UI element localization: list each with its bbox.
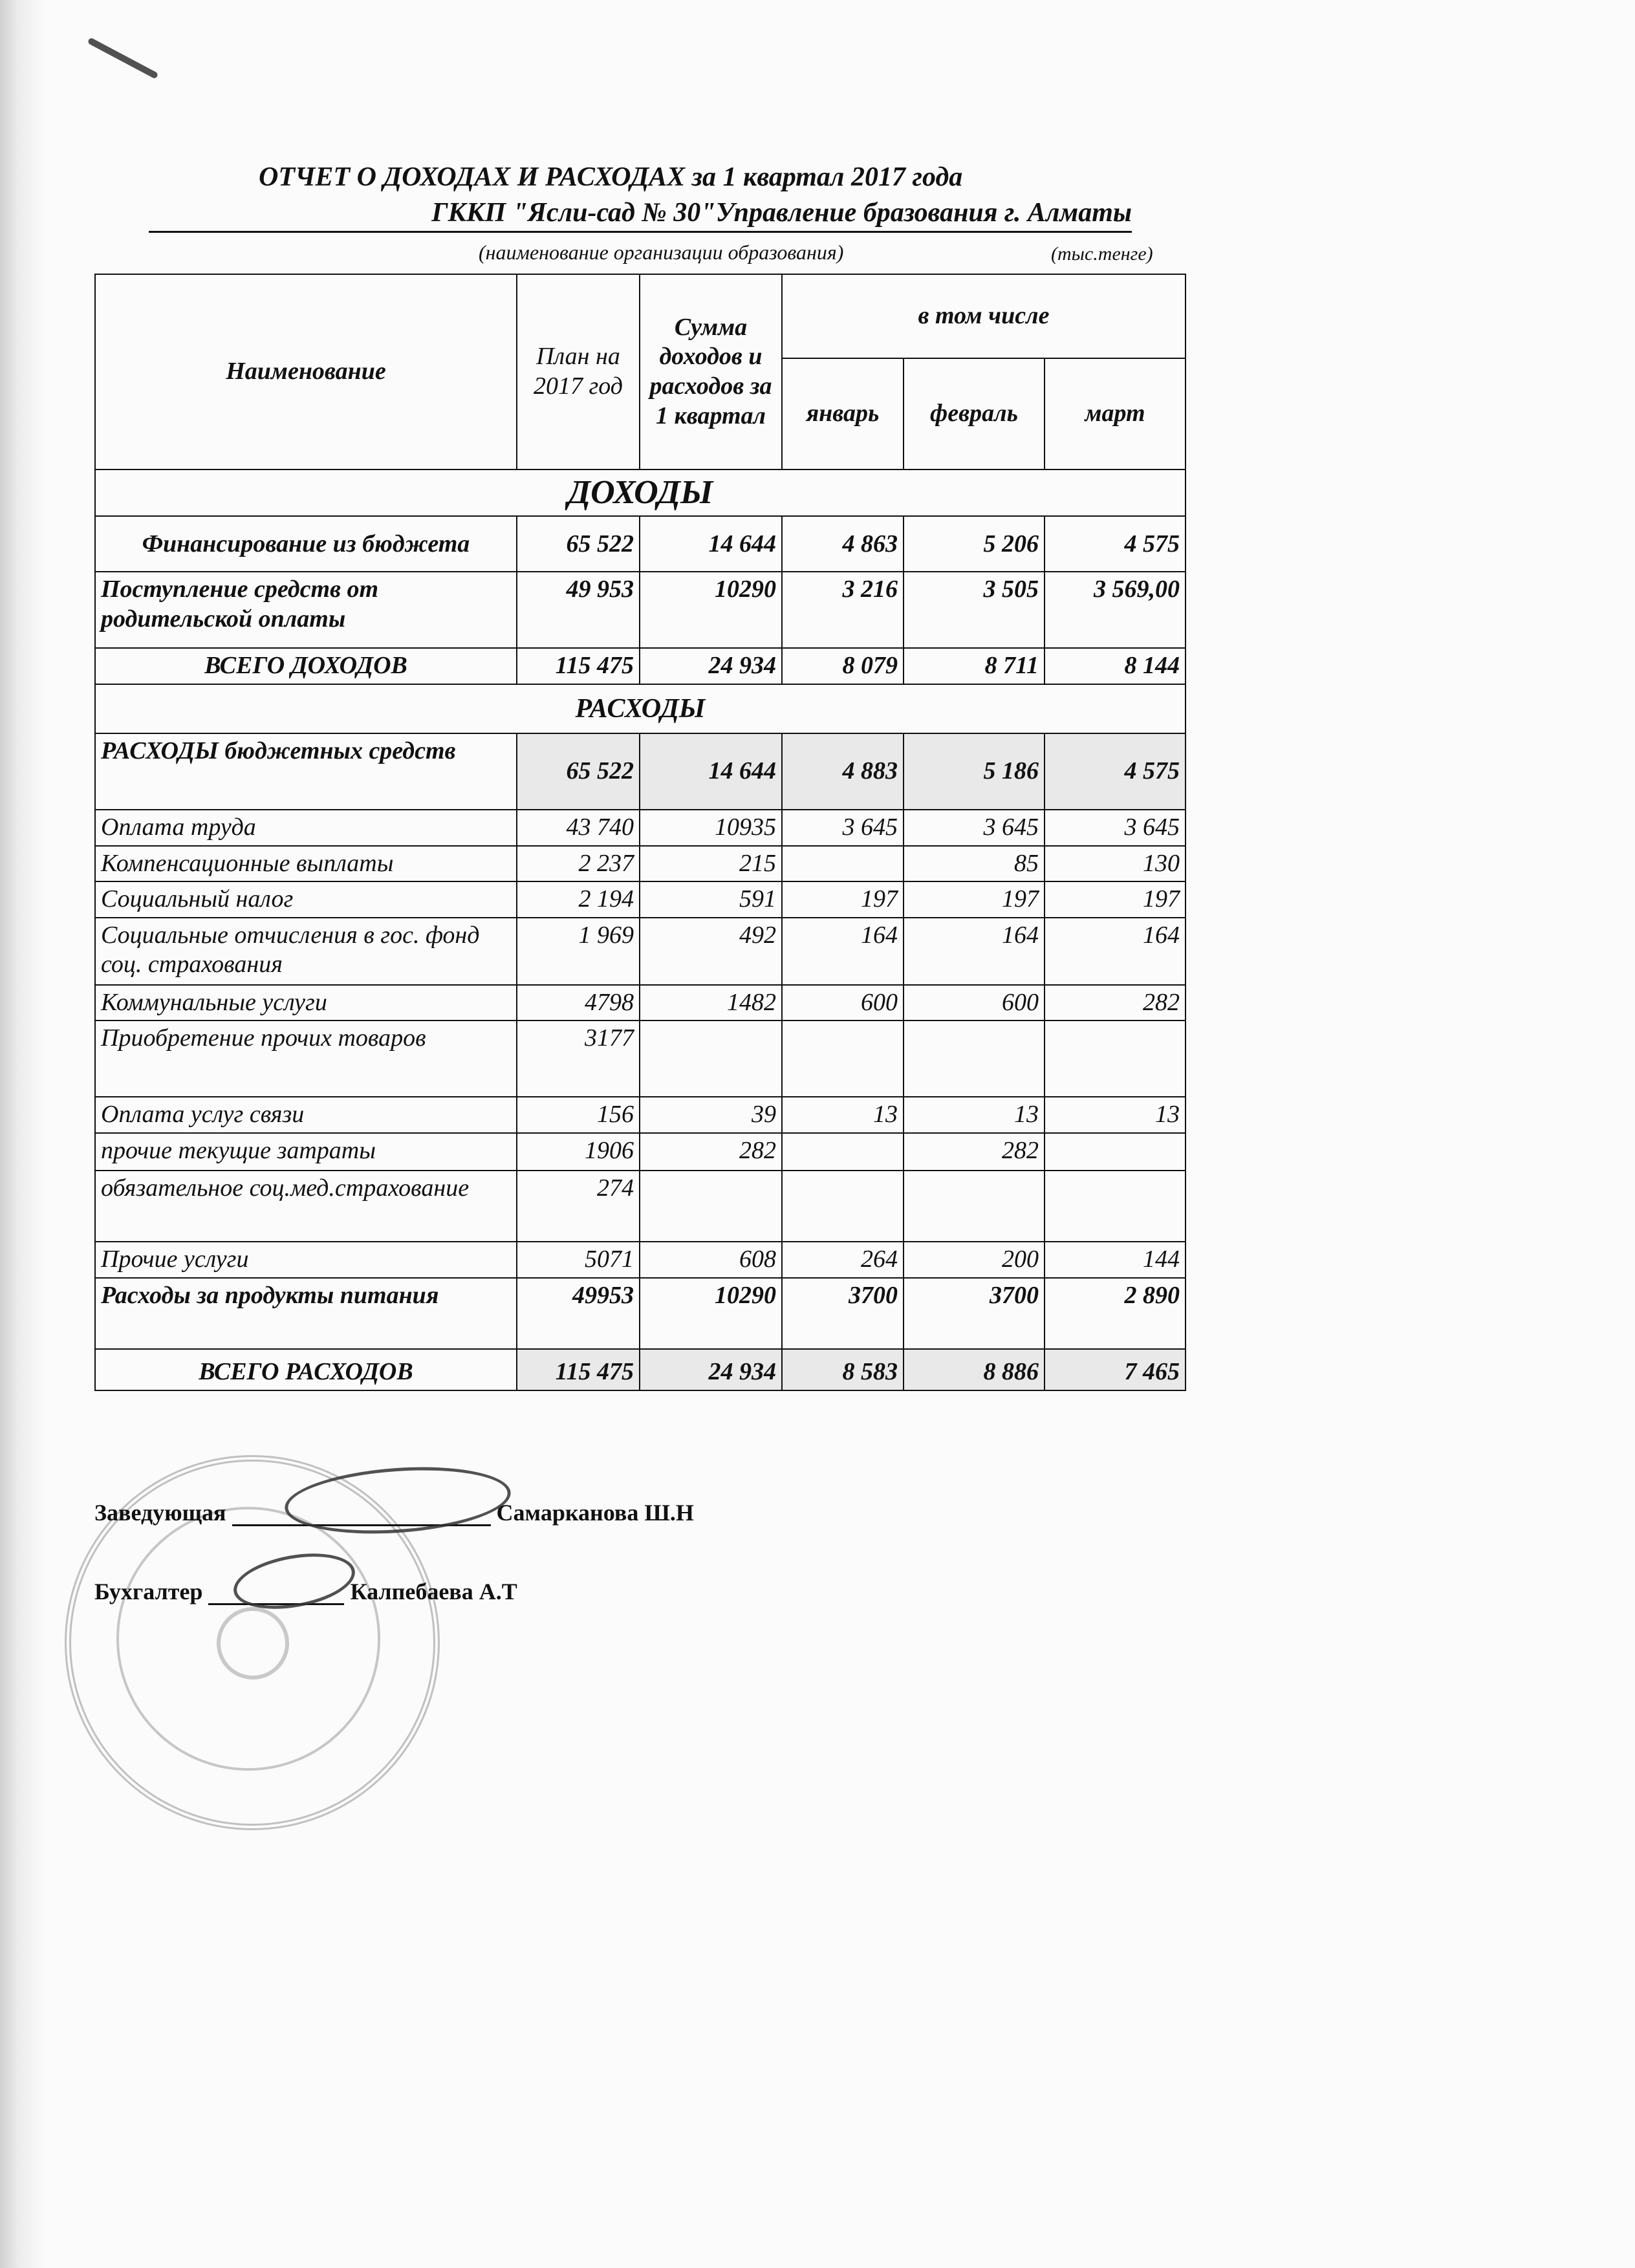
- row-name: Компенсационные выплаты: [95, 846, 517, 882]
- row-name: обязательное соц.мед.страхование: [95, 1171, 517, 1242]
- row-mar: 13: [1045, 1097, 1186, 1133]
- row-feb: 85: [904, 846, 1045, 882]
- row-jan: [782, 1021, 904, 1097]
- row-jan: [782, 1133, 904, 1171]
- row-plan: 3177: [517, 1021, 640, 1097]
- row-plan: 156: [517, 1097, 640, 1133]
- head-name: Самарканова Ш.Н: [496, 1500, 694, 1526]
- row-mar: 2 890: [1045, 1278, 1186, 1349]
- table-row: [95, 1097, 1186, 1133]
- row-jan: 3700: [782, 1278, 904, 1349]
- scan-edge-shadow: [0, 0, 45, 2268]
- row-plan: 115 475: [517, 1349, 640, 1390]
- row-plan: 43 740: [517, 810, 640, 846]
- report-title: ОТЧЕТ О ДОХОДАХ И РАСХОДАХ за 1 квартал 2017 года: [259, 162, 963, 192]
- row-feb: 5 206: [904, 516, 1045, 572]
- accountant-label: Бухгалтер: [94, 1579, 203, 1604]
- table-row: [95, 733, 1186, 810]
- row-name: Оплата труда: [95, 810, 517, 846]
- expense-section-row: [95, 684, 1186, 733]
- row-plan: 4798: [517, 985, 640, 1021]
- table-row: [95, 985, 1186, 1021]
- header-sum: Сумма доходов и расходов за 1 квартал: [640, 274, 782, 470]
- row-sum: 10290: [640, 572, 782, 648]
- row-name: Социальный налог: [95, 881, 517, 918]
- row-sum: [640, 1171, 782, 1242]
- row-mar: 4 575: [1045, 516, 1186, 572]
- header-mar: март: [1045, 358, 1186, 470]
- row-name: Оплата услуг связи: [95, 1097, 517, 1133]
- expense-section-title: РАСХОДЫ: [95, 684, 1186, 733]
- row-sum: 215: [640, 846, 782, 882]
- row-mar: 3 645: [1045, 810, 1186, 846]
- row-plan: 1 969: [517, 918, 640, 985]
- row-jan: 8 583: [782, 1349, 904, 1390]
- row-feb: 282: [904, 1133, 1045, 1171]
- row-feb: 200: [904, 1242, 1045, 1278]
- row-feb: 8 711: [904, 648, 1045, 684]
- row-sum: 608: [640, 1242, 782, 1278]
- header-jan: январь: [782, 358, 904, 470]
- row-plan: 49953: [517, 1278, 640, 1349]
- report-table: [94, 274, 1186, 1391]
- row-sum: 591: [640, 881, 782, 918]
- row-jan: 3 645: [782, 810, 904, 846]
- row-feb: 3 505: [904, 572, 1045, 648]
- head-label: Заведующая: [94, 1500, 226, 1526]
- organization-caption: (наименование организации образования): [479, 241, 844, 264]
- row-sum: 24 934: [640, 1349, 782, 1390]
- row-name: Коммунальные услуги: [95, 985, 517, 1021]
- row-jan: [782, 846, 904, 882]
- row-jan: 3 216: [782, 572, 904, 648]
- row-sum: 24 934: [640, 648, 782, 684]
- row-sum: 10935: [640, 810, 782, 846]
- table-row: [95, 1171, 1186, 1242]
- row-sum: 14 644: [640, 733, 782, 810]
- row-plan: 1906: [517, 1133, 640, 1171]
- row-plan: 49 953: [517, 572, 640, 648]
- row-sum: 492: [640, 918, 782, 985]
- header-feb: февраль: [904, 358, 1045, 470]
- row-plan: 65 522: [517, 516, 640, 572]
- row-mar: 282: [1045, 985, 1186, 1021]
- row-mar: 8 144: [1045, 648, 1186, 684]
- row-feb: [904, 1021, 1045, 1097]
- row-name: РАСХОДЫ бюджетных средств: [95, 733, 517, 810]
- table-row: [95, 572, 1186, 648]
- row-jan: [782, 1171, 904, 1242]
- header-name: Наименование: [95, 274, 517, 470]
- table-row: [95, 810, 1186, 846]
- row-feb: 3700: [904, 1278, 1045, 1349]
- row-jan: 164: [782, 918, 904, 985]
- row-feb: 13: [904, 1097, 1045, 1133]
- income-section-title: ДОХОДЫ: [95, 470, 1186, 516]
- table-row: [95, 516, 1186, 572]
- table-row-total-income: [95, 648, 1186, 684]
- row-jan: 264: [782, 1242, 904, 1278]
- header-including: в том числе: [782, 274, 1186, 358]
- row-plan: 5071: [517, 1242, 640, 1278]
- row-mar: 164: [1045, 918, 1186, 985]
- row-sum: 1482: [640, 985, 782, 1021]
- row-feb: 8 886: [904, 1349, 1045, 1390]
- row-name: Прочие услуги: [95, 1242, 517, 1278]
- row-name: ВСЕГО РАСХОДОВ: [95, 1349, 517, 1390]
- row-mar: 197: [1045, 881, 1186, 918]
- table-row: [95, 1021, 1186, 1097]
- row-feb: 5 186: [904, 733, 1045, 810]
- row-sum: 282: [640, 1133, 782, 1171]
- table-row: [95, 1133, 1186, 1171]
- row-sum: 10290: [640, 1278, 782, 1349]
- row-name: Социальные отчисления в гос. фонд соц. страхования: [95, 918, 517, 985]
- accountant-name: Калпебаева А.Т: [350, 1579, 517, 1604]
- row-mar: 3 569,00: [1045, 572, 1186, 648]
- row-feb: [904, 1171, 1045, 1242]
- table-row-total-expense: [95, 1349, 1186, 1390]
- row-feb: 3 645: [904, 810, 1045, 846]
- row-feb: 164: [904, 918, 1045, 985]
- row-jan: 4 863: [782, 516, 904, 572]
- row-name: ВСЕГО ДОХОДОВ: [95, 648, 517, 684]
- row-name: Приобретение прочих товаров: [95, 1021, 517, 1097]
- organization-name: ГККП "Ясли-сад № 30"Управление бразования г. Алматы: [149, 197, 1132, 233]
- header-plan: План на 2017 год: [517, 274, 640, 470]
- row-mar: [1045, 1171, 1186, 1242]
- row-mar: [1045, 1021, 1186, 1097]
- row-jan: 197: [782, 881, 904, 918]
- row-mar: 144: [1045, 1242, 1186, 1278]
- seal-emblem: [217, 1607, 289, 1679]
- table-row: [95, 846, 1186, 882]
- table-row: [95, 918, 1186, 985]
- row-mar: 4 575: [1045, 733, 1186, 810]
- table-row: [95, 1242, 1186, 1278]
- row-name: Расходы за продукты питания: [95, 1278, 517, 1349]
- header-row: [95, 274, 1186, 358]
- row-jan: 600: [782, 985, 904, 1021]
- row-plan: 274: [517, 1171, 640, 1242]
- row-name: Поступление средств от родительской оплаты: [95, 572, 517, 648]
- row-plan: 2 237: [517, 846, 640, 882]
- row-mar: [1045, 1133, 1186, 1171]
- row-sum: 39: [640, 1097, 782, 1133]
- row-plan: 2 194: [517, 881, 640, 918]
- table-row: [95, 881, 1186, 918]
- row-name: прочие текущие затраты: [95, 1133, 517, 1171]
- units-label: (тыс.тенге): [1051, 243, 1153, 265]
- row-sum: [640, 1021, 782, 1097]
- row-jan: 4 883: [782, 733, 904, 810]
- row-feb: 197: [904, 881, 1045, 918]
- pen-mark: [87, 37, 159, 79]
- row-jan: 13: [782, 1097, 904, 1133]
- row-name: Финансирование из бюджета: [95, 516, 517, 572]
- income-section-row: [95, 470, 1186, 516]
- row-mar: 130: [1045, 846, 1186, 882]
- row-plan: 65 522: [517, 733, 640, 810]
- row-jan: 8 079: [782, 648, 904, 684]
- row-feb: 600: [904, 985, 1045, 1021]
- table-row: [95, 1278, 1186, 1349]
- row-plan: 115 475: [517, 648, 640, 684]
- row-sum: 14 644: [640, 516, 782, 572]
- row-mar: 7 465: [1045, 1349, 1186, 1390]
